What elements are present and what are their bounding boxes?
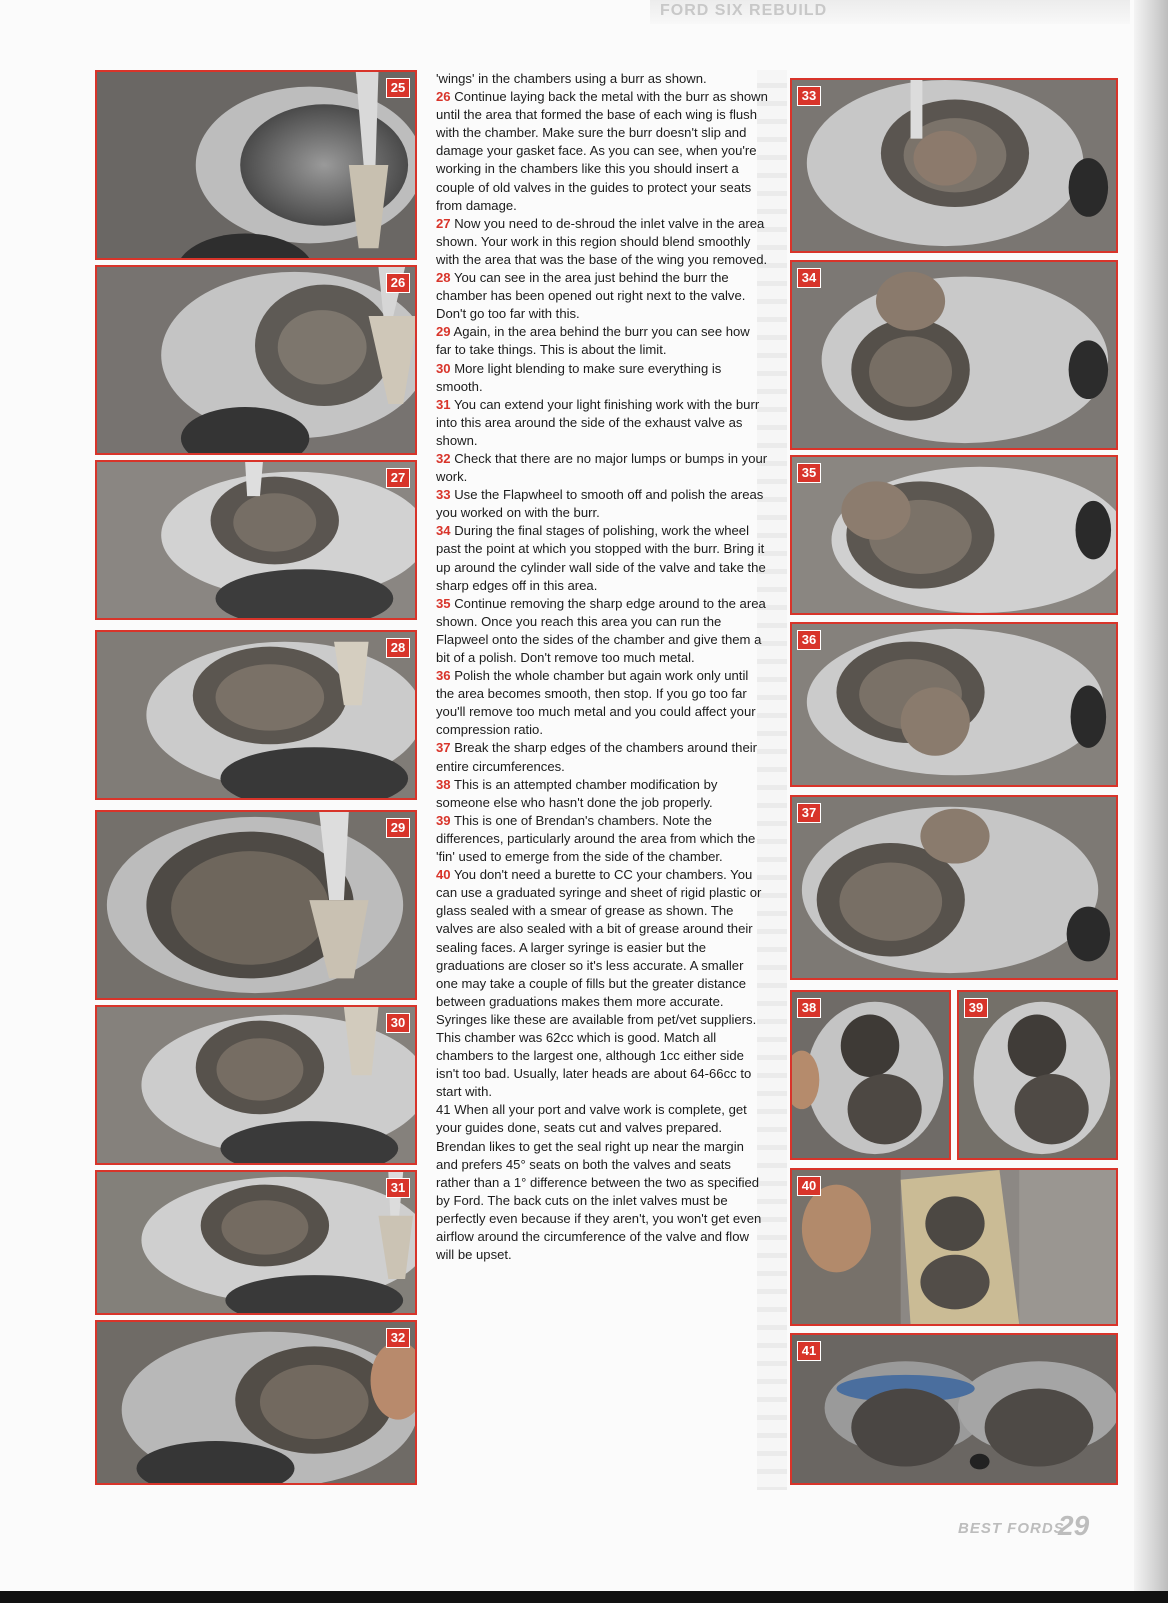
step-27-number: 27 [436,215,451,231]
photo-30 [95,1005,417,1165]
step-38 [436,776,768,812]
step-35 [436,595,768,667]
step-27 [436,215,768,269]
step-32-number: 32 [436,450,451,466]
photo-37-number: 37 [797,803,821,823]
photo-35 [790,455,1118,615]
step-32-text: Check that there are no major lumps or bumps in your work. [436,450,768,485]
photo-34-image [792,262,1116,448]
scan-bottom-bar [0,1591,1168,1603]
step-34-number: 34 [436,523,451,539]
page-edge-shadow [1134,0,1168,1603]
photo-41 [790,1333,1118,1485]
photo-26 [95,265,417,455]
photo-28-number: 28 [386,638,410,658]
step-26-number: 26 [436,89,451,105]
photo-28 [95,630,417,800]
step-34-text: During the final stages of polishing, work the wheel past the point at which you stopped with the burr. Bring it up around the cylinder wall side of the valve and take the sharp edges off in this area. [436,523,766,593]
photo-34-number: 34 [797,268,821,288]
step-26 [436,88,768,215]
photo-32-number: 32 [386,1328,410,1348]
step-30 [436,360,768,396]
photo-39-number: 39 [964,998,988,1018]
photo-27 [95,460,417,620]
photo-39 [957,990,1118,1160]
photo-40-number: 40 [797,1176,821,1196]
step-37-text: Break the sharp edges of the chambers around their entire circumferences. [436,740,758,774]
photo-30-number: 30 [386,1013,410,1033]
step-33-text: Use the Flapwheel to smooth off and polish the areas you worked on with the burr. [436,487,764,521]
photo-26-number: 26 [386,273,410,293]
step-28 [436,269,768,323]
step-32 [436,450,768,486]
photo-33-number: 33 [797,86,821,106]
photo-25 [95,70,417,260]
page-number: 29 [1058,1510,1090,1541]
step-30-number: 30 [436,360,451,376]
photo-26-image [97,267,415,453]
photo-31-image [97,1172,415,1313]
step-38-number: 38 [436,776,451,792]
photo-25-number: 25 [386,78,410,98]
step-29-number: 29 [436,324,451,340]
photo-38 [790,990,951,1160]
photo-31-number: 31 [386,1178,410,1198]
photo-29-image [97,812,415,998]
step-31-text: You can extend your light finishing work with the burr into this area around the side of the exhaust valve as shown. [436,396,760,448]
photo-40-image [792,1170,1116,1324]
photo-34 [790,260,1118,450]
step-38-text: This is an attempted chamber modification by someone else who hasn't done the job properly. [436,776,718,810]
photo-32-image [97,1322,415,1483]
step-29 [436,323,768,359]
step-28-text: You can see in the area just behind the burr the chamber has been opened out right next to the valve. Don't go too far with this. [436,270,746,322]
photo-41-image [792,1335,1116,1483]
step-31-number: 31 [436,396,451,412]
photo-25-image [97,72,415,258]
ghost-header-text: FORD SIX REBUILD [660,2,828,19]
step-39-number: 39 [436,812,451,828]
photo-29-number: 29 [386,818,410,838]
photo-31 [95,1170,417,1315]
step-36 [436,667,768,739]
photo-38-number: 38 [797,998,821,1018]
photo-40 [790,1168,1118,1326]
step-29-text: Again, in the area behind the burr you can see how far to take things. This is about the limit. [436,324,750,358]
step-30-text: More light blending to make sure everything is smooth. [436,360,722,394]
step-36-text: Polish the whole chamber but again work only until the area becomes smooth, then stop. If you go too far you'll remove too much metal and you could affect your compression ratio. [436,668,756,738]
step-39-text: This is one of Brendan's chambers. Note the differences, particularly around the area from which the 'fin' used to emerge from the side of the chamber. [436,812,756,865]
step-27-text: Now you need to de-shroud the inlet valve in the area shown. Your work in this region should blend smoothly with the area that was the base of the wing you removed. [436,215,768,267]
photo-27-number: 27 [386,468,410,488]
article-text-column [436,70,768,1264]
step-36-number: 36 [436,668,451,684]
step-40 [436,866,768,1101]
step-37-number: 37 [436,740,451,756]
step-26-text: Continue laying back the metal with the burr as shown until the area that formed the base of each wing is flush with the chamber. Make sure the burr doesn't slip and damage your gasket face. As you can see, when you're working in the chambers like this you should insert a couple of old valves in the guides to protect your seats from damage. [436,89,768,213]
step-34 [436,522,768,594]
footer-magazine-name: BEST FORDS [958,1520,1065,1537]
step-28-number: 28 [436,270,451,286]
photo-36-number: 36 [797,630,821,650]
step-33 [436,486,768,522]
photo-32 [95,1320,417,1485]
photo-37-image [792,797,1116,978]
step-35-number: 35 [436,595,451,611]
photo-33-image [792,80,1116,251]
step-40-text: You don't need a burette to CC your chambers. You can use a graduated syringe and sheet of rigid plastic or glass sealed with a smear of grease as shown. The valves are also sealed with a bit of grease around their sealing faces. A larger syringe is easier but the graduations are closer so it's less accurate. A smaller one may take a couple of fills but the greater distance between graduations makes them more accurate. Syringes like these are available from pet/vet suppliers. This chamber was 62cc which is good. Match all chambers to the largest one, although 1cc either side isn't too bad. Usually, later heads are about 64-66cc to start with. [436,867,762,1100]
photo-35-number: 35 [797,463,821,483]
photo-36 [790,622,1118,787]
step-31 [436,396,768,450]
step-35-text: Continue removing the sharp edge around to the area shown. Once you reach this area you can run the Flapweel onto the sides of the chamber and give them a bit of a polish. Don't remove too much metal. [436,595,766,665]
step-39 [436,812,768,866]
photo-37 [790,795,1118,980]
photo-30-image [97,1007,415,1163]
step-40-number: 40 [436,867,451,883]
photo-27-image [97,462,415,618]
intro-paragraph: 'wings' in the chambers using a burr as shown. [436,71,707,86]
photo-36-image [792,624,1116,785]
photo-41-number: 41 [797,1341,821,1361]
photo-29 [95,810,417,1000]
step-37 [436,739,768,775]
photo-35-image [792,457,1116,613]
step-33-number: 33 [436,487,451,503]
photo-28-image [97,632,415,798]
step-41: 41 When all your port and valve work is complete, get your guides done, seats cut and valves prepared. Brendan likes to get the seal right up near the margin and prefers 45° seats on both the valves and seats rather than a 1° difference between the two as specified by Ford. The back cuts on the inlet valves must be perfectly even because if they aren't, you won't get even airflow around the circumference of the valve and flow will be upset. [436,1102,762,1263]
photo-33 [790,78,1118,253]
